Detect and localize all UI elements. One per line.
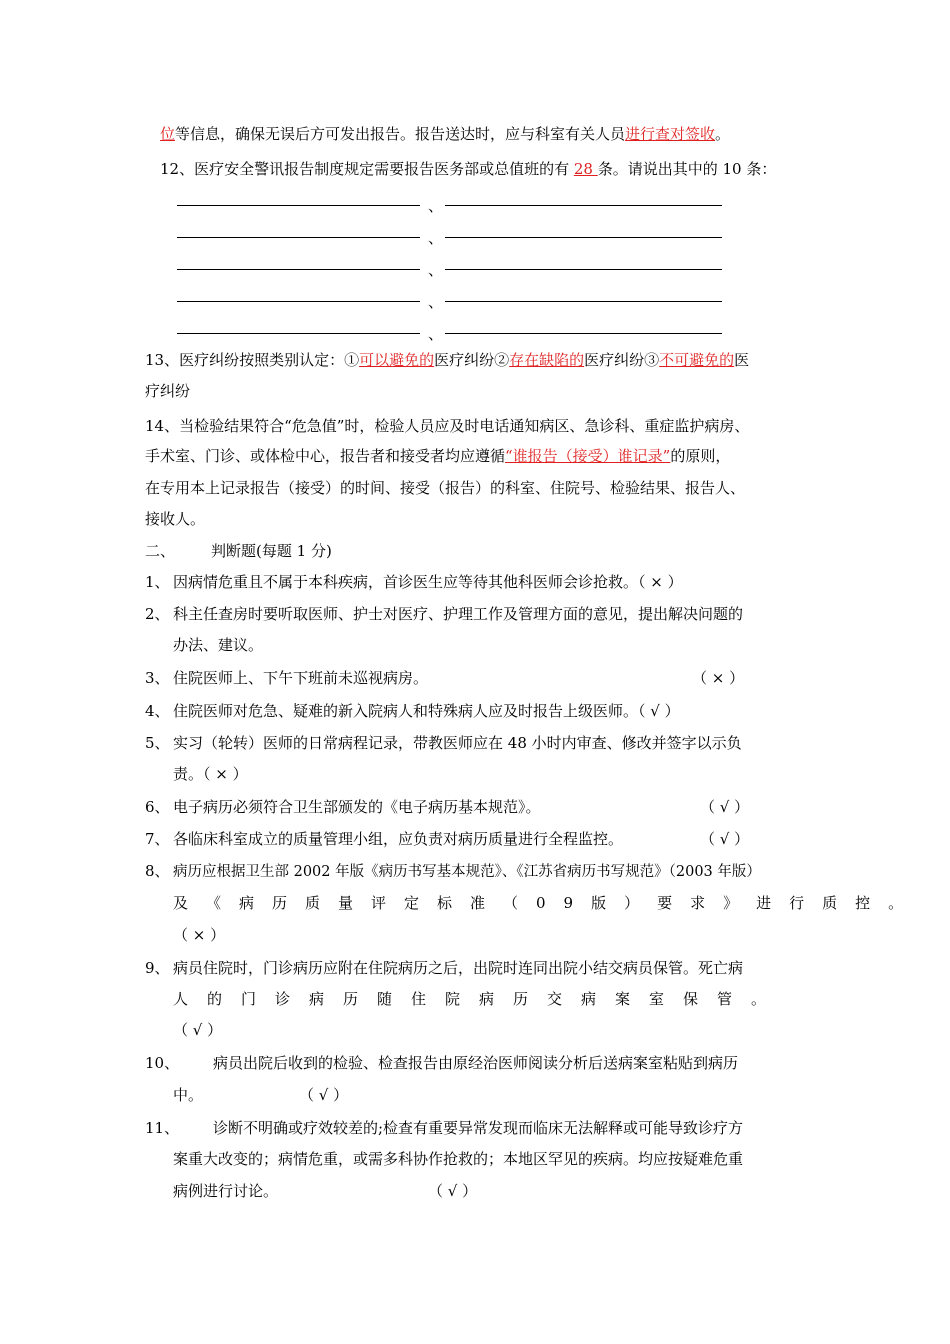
blank-line[interactable] (177, 301, 420, 302)
item-number: 8、 (145, 862, 170, 880)
q13-answer-b: 存在缺陷的 (509, 351, 585, 369)
judge-item-11 (145, 1118, 743, 1138)
blank-separator: 、 (428, 197, 444, 215)
judge-item-8 (145, 861, 761, 882)
item-number: 2、 (145, 605, 170, 623)
item-number: 1、 (145, 573, 170, 591)
blank-line[interactable] (445, 269, 722, 270)
judge-item-9-mark: （ √ ） (173, 1021, 223, 1039)
judge-item-7 (145, 829, 623, 849)
item-text: 各临床科室成立的质量管理小组，应负责对病历质量进行全程监控。 (173, 830, 624, 848)
judge-item-9 (145, 958, 743, 978)
judge-item-10-cont (173, 1085, 348, 1105)
blank-separator: 、 (428, 229, 444, 247)
blank-separator: 、 (428, 293, 444, 311)
item-number: 4、 (145, 702, 170, 720)
judge-item-5-cont: 责。（ × ） (173, 765, 248, 783)
item-text: 中。 (173, 1086, 204, 1104)
item-text: 因病情危重且不属于本科疾病，首诊医生应等待其他科医师会诊抢救。（ × ） (173, 573, 683, 591)
judge-item-8-cont: 及《病历质量评定标准（09版）要求》进行质控。 (173, 894, 922, 912)
item-text: 实习（轮转）医师的日常病程记录，带教医师应在 48 小时内审查、修改并签字以示负 (173, 734, 742, 752)
judge-item-10 (145, 1053, 738, 1073)
q13-pre: 13、医疗纠纷按照类别认定：① (145, 351, 360, 369)
q13-end-1: 医 (734, 351, 750, 369)
blank-line[interactable] (177, 269, 420, 270)
blank-separator: 、 (428, 261, 444, 279)
judge-item-1 (145, 572, 683, 592)
section-2-title: 判断题(每题 1 分) (211, 542, 332, 560)
judge-item-4 (145, 701, 680, 721)
q13-line-1 (145, 350, 749, 370)
q13-line-2 (145, 381, 190, 401)
q13-mid-1: 医疗纠纷② (434, 351, 510, 369)
q14-text-b: 的原则， (670, 447, 731, 465)
judge-item-3 (145, 668, 428, 688)
q14-text-a: 手术室、门诊、或体检中心，报告者和接受者均应遵循 (145, 447, 506, 465)
judge-item-11-cont-1: 案重大改变的；病情危重，或需多科协作抢救的；本地区罕见的疾病。均应按疑难危重 (173, 1150, 744, 1168)
item-text: 病员出院后收到的检验、检查报告由原经治医师阅读分析后送病案室粘贴到病历 (213, 1054, 739, 1072)
blank-line[interactable] (445, 333, 722, 334)
blank-separator: 、 (428, 325, 444, 343)
judge-item-11-cont-2 (173, 1181, 477, 1201)
blank-line[interactable] (177, 333, 420, 334)
item-text: 病员住院时，门诊病历应附在住院病历之后，出院时连同出院小结交病员保管。死亡病 (173, 959, 744, 977)
judge-item-6 (145, 797, 541, 817)
q11-answer-2: 进行查对签收 (625, 125, 716, 143)
judge-item-8-mark: （ × ） (173, 926, 226, 944)
q11-text-1: 等信息，确保无误后方可发出报告。报告送达时，应与科室有关人员 (175, 125, 626, 143)
item-number: 9、 (145, 959, 170, 977)
q12-pre: 12、医疗安全警讯报告制度规定需要报告医务部或总值班的有 (160, 160, 574, 178)
q11-answer-1: 位 (160, 125, 176, 143)
q12-post: 条。请说出其中的 10 条： (597, 160, 777, 178)
judge-item-9-cont: 人的门诊病历随住院病历交病案室保管。 (173, 990, 786, 1008)
blank-line[interactable] (177, 237, 420, 238)
item-text: 诊断不明确或疗效较差的;检查有重要异常发现而临床无法解释或可能导致诊疗方 (213, 1119, 744, 1137)
q12-line (160, 159, 776, 179)
item-7-answer-mark: （ √ ） (700, 830, 750, 848)
item-text: 病例进行讨论。 (173, 1182, 279, 1200)
section-2-number: 二、 (145, 542, 176, 560)
item-11-answer-mark: （ √ ） (428, 1182, 478, 1200)
blank-line[interactable] (177, 205, 420, 206)
q14-line-1: 14、当检验结果符合“危急值”时，检验人员应及时电话通知病区、急诊科、重症监护病房、 (145, 417, 750, 435)
section-2-heading (145, 541, 332, 561)
q13-end-2: 疗纠纷 (145, 382, 191, 400)
item-number: 5、 (145, 734, 170, 752)
item-number: 6、 (145, 798, 170, 816)
judge-item-2 (145, 604, 743, 624)
q14-answer: “谁报告（接受）谁记录” (505, 447, 671, 465)
blank-line[interactable] (445, 237, 722, 238)
q11-text-2: 。 (715, 125, 731, 143)
item-text: 住院医师对危急、疑难的新入院病人和特殊病人应及时报告上级医师。（ √ ） (173, 702, 680, 720)
q12-count: 28 (573, 160, 598, 178)
judge-item-5 (145, 733, 742, 753)
blank-line[interactable] (445, 205, 722, 206)
item-number: 7、 (145, 830, 170, 848)
item-text: 科主任查房时要听取医师、护士对医疗、护理工作及管理方面的意见，提出解决问题的 (173, 605, 744, 623)
item-10-answer-mark: （ √ ） (299, 1086, 349, 1104)
judge-item-2-cont: 办法、建议。 (173, 636, 264, 654)
q13-answer-a: 可以避免的 (359, 351, 435, 369)
q14-line-3: 在专用本上记录报告（接受）的时间、接受（报告）的科室、住院号、检验结果、报告人、 (145, 479, 746, 497)
q13-mid-2: 医疗纠纷③ (584, 351, 660, 369)
item-text: 电子病历必须符合卫生部颁发的《电子病历基本规范》。 (173, 798, 541, 816)
q14-line-4: 接收人。 (145, 510, 206, 528)
q11-tail-line (160, 124, 730, 144)
item-number: 11、 (145, 1119, 180, 1137)
item-6-answer-mark: （ √ ） (700, 798, 750, 816)
blank-line[interactable] (445, 301, 722, 302)
item-text: 住院医师上、下午下班前未巡视病房。 (173, 669, 429, 687)
item-3-answer-mark: （ × ） (692, 669, 745, 687)
item-number: 3、 (145, 669, 170, 687)
item-text: 病历应根据卫生部 2002 年版《病历书写基本规范》、《江苏省病历书写规范》（2003 年版） (173, 864, 761, 880)
q13-answer-c: 不可避免的 (659, 351, 735, 369)
item-number: 10、 (145, 1054, 180, 1072)
q14-line-2 (145, 446, 730, 466)
